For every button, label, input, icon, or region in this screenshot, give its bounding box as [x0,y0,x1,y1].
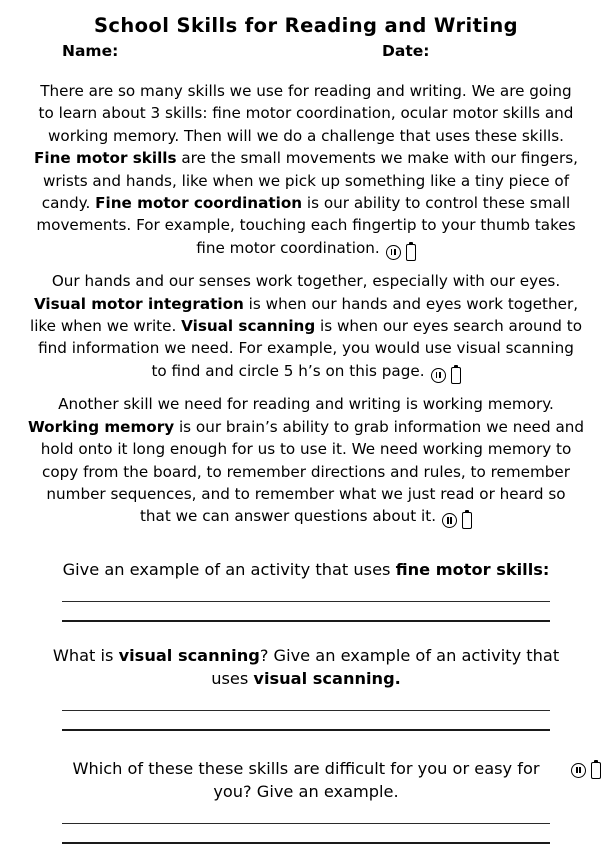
inline-icon-pair [442,509,472,531]
text-line [12,461,600,483]
text-line [24,667,588,690]
emphasis-text: Working memory [27,417,175,436]
corner-icon-pair [571,760,601,779]
text-line [12,192,600,214]
text-line [12,483,600,505]
body-text-run: you? Give an example. [213,781,399,801]
answer-area-spacer [0,690,612,710]
body-text-run: working memory. Then will we do a challenge that uses these skills. [47,126,565,145]
text-line [24,780,588,803]
text-line [24,558,588,581]
answer-lines[interactable] [62,710,550,731]
question-prompt [0,757,612,803]
question-prompt [0,644,612,690]
body-text-run: There are so many skills we use for reading and writing. We are going [40,82,572,100]
body-text-run: What is [52,645,119,665]
text-line [12,125,600,147]
body-text-run: copy from the board, to remember directions and rules, to remember [41,462,571,481]
name-date-row [0,42,612,68]
text-line [12,80,600,102]
body-text-run: is our brain’s ability to grab information we need and [174,417,585,436]
pause-circle-icon[interactable] [431,368,446,383]
text-line [12,237,600,263]
pause-circle-icon[interactable] [571,763,586,778]
paragraph-list [12,80,600,532]
question-list [0,532,612,844]
body-text-run: Which of these these skills are difficult for you or easy for [72,758,540,778]
text-line [12,416,600,438]
body-text-run: candy. [41,194,96,213]
emphasis-text: fine motor skills: [395,559,550,579]
text-line [24,644,588,667]
battery-icon [462,512,472,529]
emphasis-text: Visual motor integration [33,294,244,313]
paragraph [12,80,600,263]
text-line [24,757,588,780]
text-line [12,170,600,192]
paragraph [12,393,600,531]
body-text-run: is when our eyes search around to [315,317,583,336]
body-text-run: fine motor coordination. [196,238,380,257]
body-text-run: hold onto it long enough for us to use it. We need working memory to [40,440,572,459]
section-spacer [0,731,612,757]
question-prompt [0,558,612,581]
paragraph-spacer [12,386,600,393]
name-label: Name: [62,42,119,60]
answer-lines[interactable] [62,823,550,844]
page-title: School Skills for Reading and Writing [93,14,519,37]
answer-line-spacer [62,824,550,842]
inline-icon-pair [431,364,461,386]
worksheet-page [0,14,612,805]
text-line [12,147,600,169]
body-text-run: like when we write. [29,317,182,336]
answer-lines[interactable] [62,601,550,622]
body-text-run: wrists and hands, like when we pick up something like a tiny piece of [42,171,570,190]
pause-circle-icon[interactable] [386,245,401,260]
body-text-run: is when our hands and eyes work together, [243,294,579,313]
inline-icon-pair [386,241,416,263]
text-line [12,337,600,359]
body-text-run: ? Give an example of an activity that [259,645,560,665]
paragraph [12,270,600,386]
body-text-run: number sequences, and to remember what we just read or heard so [46,484,566,503]
body-text-run: Our hands and our senses work together, especially with our eyes. [51,272,561,291]
body-text-run: movements. For example, touching each fingertip to your thumb takes [36,216,576,235]
section-spacer [0,622,612,644]
emphasis-text: Fine motor coordination [95,194,303,213]
body-text-run: uses [211,668,254,688]
text-line [12,393,600,415]
answer-area-spacer [0,803,612,823]
text-line [12,505,600,531]
paragraph-spacer [12,263,600,270]
date-label: Date: [382,42,430,60]
text-line [12,293,600,315]
body-text-run: is our ability to control these small [302,194,571,213]
answer-area-spacer [0,581,612,601]
text-line [12,315,600,337]
body-text-run: that we can answer questions about it. [139,507,437,526]
text-line [12,270,600,292]
emphasis-text: visual scanning. [253,668,401,688]
text-line [12,438,600,460]
section-spacer [0,532,612,558]
answer-write-line[interactable] [62,842,550,844]
body-text-run: find information we need. For example, you would use visual scanning [38,339,574,358]
battery-icon [591,762,601,779]
body-text-run: to find and circle 5 h’s on this page. [151,361,425,380]
text-line [12,102,600,124]
text-line [12,214,600,236]
answer-line-spacer [62,711,550,729]
emphasis-text: Fine motor skills [34,149,177,168]
body-text-run: Another skill we need for reading and writing is working memory. [58,395,554,414]
body-text [0,80,612,532]
pause-circle-icon[interactable] [442,513,457,528]
body-text-run: Give an example of an activity that uses [62,559,396,579]
battery-icon [451,367,461,384]
text-line [12,360,600,386]
answer-line-spacer [62,602,550,620]
body-text-run: are the small movements we make with our fingers, [176,149,578,168]
emphasis-text: Visual scanning [181,317,316,336]
battery-icon [406,244,416,261]
emphasis-text: visual scanning [118,645,260,665]
body-text-run: to learn about 3 skills: fine motor coordination, ocular motor skills and [38,104,574,123]
